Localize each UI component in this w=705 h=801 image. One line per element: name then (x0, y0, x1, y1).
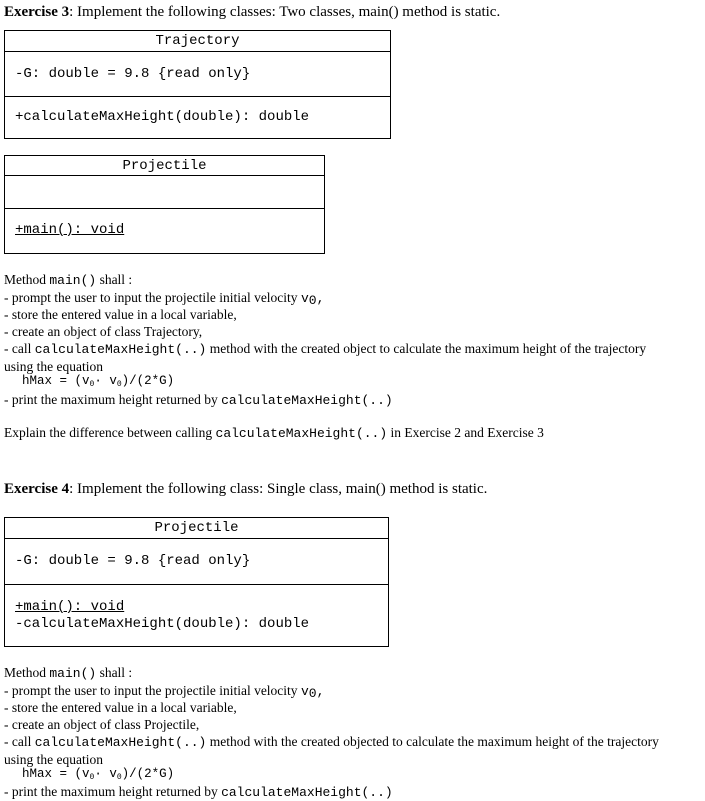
ex3-step-4-cont: using the equation (4, 359, 103, 374)
exercise-3-heading (4, 4, 500, 21)
projectile-method-main-ex4: +main(): void (15, 599, 125, 615)
exercise-3-title: : Implement the following classes: Two classes, main() method is static. (69, 4, 501, 20)
ex4-step-3: - create an object of class Projectile, (4, 717, 200, 732)
ex4-step-1: - prompt the user to input the projectile initial velocity v0, (4, 683, 325, 701)
projectile-class-name-ex4: Projectile (154, 520, 239, 536)
projectile-method-main-ex3: +main(): void (15, 222, 125, 238)
ex4-method-intro: Method main() shall : (4, 665, 133, 681)
projectile-method-calculate: -calculateMaxHeight(double): double (15, 616, 310, 632)
trajectory-class-box (4, 30, 391, 139)
ex3-step-4: - call calculateMaxHeight(..) method with the created object to calculate the maximum height of the trajectory (4, 341, 647, 357)
ex3-step-1: - prompt the user to input the projectile initial velocity v0, (4, 290, 325, 308)
projectile-class-name-ex3: Projectile (122, 158, 207, 174)
trajectory-attribute-g: -G: double = 9.8 {read only} (15, 66, 251, 82)
exercise-4-title: : Implement the following class: Single class, main() method is static. (69, 481, 488, 497)
ex4-step-5: - print the maximum height returned by calculateMaxHeight(..) (4, 784, 393, 800)
projectile-class-box-ex3 (4, 155, 325, 254)
projectile-attribute-g: -G: double = 9.8 {read only} (15, 553, 251, 569)
ex3-equation: hMax = $(v_0\cdot v_0)/(2*G)$ (22, 374, 175, 389)
exercise-3-label: Exercise 3 (4, 4, 70, 20)
trajectory-method-calculate: +calculateMaxHeight(double): double (15, 109, 310, 125)
ex3-step-3: - create an object of class Trajectory, (4, 324, 203, 339)
exercise-4-label: Exercise 4 (4, 481, 70, 497)
projectile-class-box-ex4 (4, 517, 389, 647)
ex3-explain: Explain the difference between calling calculateMaxHeight(..) in Exercise 2 and Exercise 3 (4, 425, 544, 441)
projectile-attributes-empty (5, 176, 324, 209)
ex4-equation: hMax = $(v_0\cdot v_0)/(2*G)$ (22, 767, 175, 782)
ex4-step-4-cont: using the equation (4, 752, 103, 767)
ex3-step-2: - store the entered value in a local variable, (4, 307, 237, 322)
ex4-step-4: - call calculateMaxHeight(..) method with the created objected to calculate the maximum height of the trajectory (4, 734, 659, 750)
exercise-4-heading (4, 481, 487, 498)
ex3-method-intro: Method main() shall : (4, 272, 133, 288)
ex3-step-5: - print the maximum height returned by calculateMaxHeight(..) (4, 392, 393, 408)
trajectory-class-name: Trajectory (155, 33, 240, 49)
ex4-step-2: - store the entered value in a local variable, (4, 700, 237, 715)
